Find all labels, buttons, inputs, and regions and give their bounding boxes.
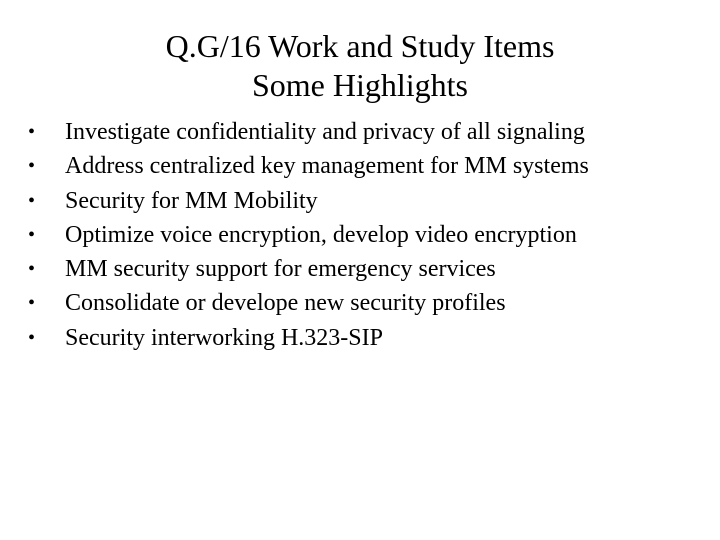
list-item <box>28 289 708 317</box>
bullet-list <box>28 118 708 352</box>
bullet-text: Security for MM Mobility <box>65 187 318 214</box>
bullet-icon: • <box>28 121 36 143</box>
bullet-icon: • <box>28 292 36 315</box>
bullet-icon: • <box>28 223 36 246</box>
list-item <box>28 152 708 180</box>
title-line-1: Q.G/16 Work and Study Items <box>165 28 555 64</box>
list-item <box>28 187 708 215</box>
bullet-icon: • <box>28 189 36 212</box>
slide-title <box>0 27 720 105</box>
bullet-text: Security interworking H.323-SIP <box>65 324 383 351</box>
bullet-text: Optimize voice encryption, develop video encryption <box>65 221 577 248</box>
bullet-text: Address centralized key management for MM systems <box>65 153 589 180</box>
list-item <box>28 324 708 352</box>
bullet-text: Consolidate or develope new security profiles <box>65 290 506 317</box>
list-item <box>28 221 708 249</box>
bullet-text: Investigate confidentiality and privacy of all signaling <box>65 119 585 145</box>
list-item <box>28 118 708 146</box>
list-item <box>28 255 708 283</box>
bullet-text: MM security support for emergency services <box>65 256 496 283</box>
title-line-2: Some Highlights <box>251 67 468 103</box>
bullet-icon: • <box>28 155 36 178</box>
bullet-icon: • <box>28 326 36 349</box>
bullet-icon: • <box>28 258 36 281</box>
